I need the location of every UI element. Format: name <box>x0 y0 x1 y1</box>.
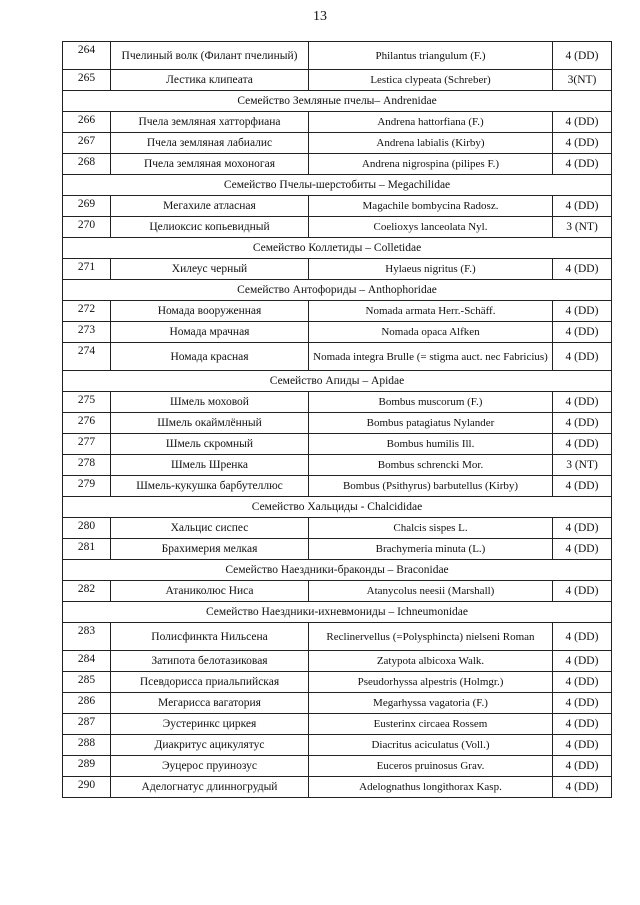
species-latin-name: Bombus muscorum (F.) <box>309 392 553 413</box>
conservation-status: 4 (DD) <box>553 623 612 651</box>
species-latin-name: Bombus patagiatus Nylander <box>309 413 553 434</box>
conservation-status: 3(NT) <box>553 70 612 91</box>
species-row <box>63 623 612 651</box>
species-number: 277 <box>63 434 111 455</box>
species-row <box>63 672 612 693</box>
species-number: 285 <box>63 672 111 693</box>
species-number: 264 <box>63 42 111 70</box>
species-latin-name: Diacritus aciculatus (Voll.) <box>309 735 553 756</box>
species-number: 284 <box>63 651 111 672</box>
conservation-status: 4 (DD) <box>553 259 612 280</box>
species-row <box>63 735 612 756</box>
species-russian-name: Лестика клипеата <box>111 70 309 91</box>
family-heading: Семейство Земляные пчелы– Andrenidae <box>63 91 612 112</box>
family-row <box>63 602 612 623</box>
family-heading: Семейство Апиды – Apidae <box>63 371 612 392</box>
species-row <box>63 392 612 413</box>
species-latin-name: Philantus triangulum (F.) <box>309 42 553 70</box>
species-latin-name: Andrena hattorfiana (F.) <box>309 112 553 133</box>
species-number: 268 <box>63 154 111 175</box>
conservation-status: 4 (DD) <box>553 651 612 672</box>
species-number: 269 <box>63 196 111 217</box>
conservation-status: 4 (DD) <box>553 735 612 756</box>
species-row <box>63 455 612 476</box>
family-heading: Семейство Антофориды – Anthophoridae <box>63 280 612 301</box>
species-row <box>63 322 612 343</box>
family-row <box>63 91 612 112</box>
species-latin-name: Adelognathus longithorax Kasp. <box>309 777 553 798</box>
species-russian-name: Псевдорисса приальпийская <box>111 672 309 693</box>
species-latin-name: Lestica clypeata (Schreber) <box>309 70 553 91</box>
species-row <box>63 581 612 602</box>
conservation-status: 4 (DD) <box>553 42 612 70</box>
conservation-status: 4 (DD) <box>553 301 612 322</box>
species-russian-name: Мегахиле атласная <box>111 196 309 217</box>
conservation-status: 4 (DD) <box>553 581 612 602</box>
species-latin-name: Eusterinx circaea Rossem <box>309 714 553 735</box>
species-row <box>63 217 612 238</box>
species-row <box>63 343 612 371</box>
conservation-status: 4 (DD) <box>553 434 612 455</box>
species-row <box>63 476 612 497</box>
species-russian-name: Шмель скромный <box>111 434 309 455</box>
species-latin-name: Coelioxys lanceolata Nyl. <box>309 217 553 238</box>
species-number: 280 <box>63 518 111 539</box>
conservation-status: 4 (DD) <box>553 322 612 343</box>
species-russian-name: Диакритус ацикулятус <box>111 735 309 756</box>
family-heading: Семейство Пчелы-шерстобиты – Megachilidae <box>63 175 612 196</box>
species-latin-name: Brachymeria minuta (L.) <box>309 539 553 560</box>
species-russian-name: Целиоксис копьевидный <box>111 217 309 238</box>
conservation-status: 4 (DD) <box>553 714 612 735</box>
conservation-status: 4 (DD) <box>553 413 612 434</box>
family-heading: Семейство Коллетиды – Colletidae <box>63 238 612 259</box>
species-number: 275 <box>63 392 111 413</box>
species-latin-name: Zatypota albicoxa Walk. <box>309 651 553 672</box>
family-heading: Семейство Хальциды - Chalcididae <box>63 497 612 518</box>
family-row <box>63 175 612 196</box>
species-row <box>63 714 612 735</box>
species-latin-name: Andrena labialis (Kirby) <box>309 133 553 154</box>
species-latin-name: Nomada armata Herr.-Schäff. <box>309 301 553 322</box>
species-number: 282 <box>63 581 111 602</box>
family-heading: Семейство Наездники-ихневмониды – Ichneumonidae <box>63 602 612 623</box>
species-table-body <box>63 42 612 798</box>
species-row <box>63 756 612 777</box>
species-latin-name: Euceros pruinosus Grav. <box>309 756 553 777</box>
species-latin-name: Chalcis sispes L. <box>309 518 553 539</box>
species-number: 276 <box>63 413 111 434</box>
conservation-status: 3 (NT) <box>553 217 612 238</box>
conservation-status: 4 (DD) <box>553 133 612 154</box>
species-russian-name: Брахимерия мелкая <box>111 539 309 560</box>
species-latin-name: Pseudorhyssa alpestris (Holmgr.) <box>309 672 553 693</box>
species-row <box>63 42 612 70</box>
species-latin-name: Atanycolus neesii (Marshall) <box>309 581 553 602</box>
species-number: 265 <box>63 70 111 91</box>
species-number: 274 <box>63 343 111 371</box>
species-russian-name: Шмель моховой <box>111 392 309 413</box>
species-russian-name: Пчелиный волк (Филант пчелиный) <box>111 42 309 70</box>
species-russian-name: Атаниколюс Ниса <box>111 581 309 602</box>
species-russian-name: Пчела земляная мохоногая <box>111 154 309 175</box>
conservation-status: 4 (DD) <box>553 756 612 777</box>
species-russian-name: Номада мрачная <box>111 322 309 343</box>
species-latin-name: Reclinervellus (=Polysphincta) nielseni Roman <box>309 623 553 651</box>
species-number: 271 <box>63 259 111 280</box>
species-number: 270 <box>63 217 111 238</box>
family-row <box>63 497 612 518</box>
conservation-status: 4 (DD) <box>553 476 612 497</box>
species-russian-name: Номада красная <box>111 343 309 371</box>
species-number: 283 <box>63 623 111 651</box>
species-row <box>63 651 612 672</box>
species-russian-name: Пчела земляная хатторфиана <box>111 112 309 133</box>
species-russian-name: Аделогнатус длинногрудый <box>111 777 309 798</box>
conservation-status: 4 (DD) <box>553 392 612 413</box>
species-latin-name: Bombus humilis Ill. <box>309 434 553 455</box>
species-row <box>63 196 612 217</box>
species-row <box>63 434 612 455</box>
conservation-status: 4 (DD) <box>553 112 612 133</box>
species-number: 288 <box>63 735 111 756</box>
species-latin-name: Magachile bombycina Radosz. <box>309 196 553 217</box>
species-number: 273 <box>63 322 111 343</box>
species-russian-name: Затипота белотазиковая <box>111 651 309 672</box>
species-russian-name: Шмель окаймлённый <box>111 413 309 434</box>
species-russian-name: Шмель-кукушка барбутеллюс <box>111 476 309 497</box>
species-russian-name: Эуцерос пруинозус <box>111 756 309 777</box>
species-latin-name: Andrena nigrospina (pilipes F.) <box>309 154 553 175</box>
species-number: 289 <box>63 756 111 777</box>
species-russian-name: Шмель Шренка <box>111 455 309 476</box>
species-number: 272 <box>63 301 111 322</box>
species-number: 286 <box>63 693 111 714</box>
species-russian-name: Полисфинкта Нильсена <box>111 623 309 651</box>
species-latin-name: Nomada opaca Alfken <box>309 322 553 343</box>
species-number: 266 <box>63 112 111 133</box>
family-row <box>63 560 612 581</box>
species-number: 267 <box>63 133 111 154</box>
species-latin-name: Nomada integra Brulle (= stigma auct. nec Fabricius) <box>309 343 553 371</box>
species-russian-name: Хальцис сиспес <box>111 518 309 539</box>
species-row <box>63 112 612 133</box>
conservation-status: 4 (DD) <box>553 196 612 217</box>
species-row <box>63 154 612 175</box>
conservation-status: 3 (NT) <box>553 455 612 476</box>
species-row <box>63 133 612 154</box>
species-row <box>63 413 612 434</box>
species-row <box>63 693 612 714</box>
conservation-status: 4 (DD) <box>553 693 612 714</box>
page-number: 13 <box>313 9 327 24</box>
species-table <box>62 41 612 798</box>
species-row <box>63 301 612 322</box>
species-russian-name: Номада вооруженная <box>111 301 309 322</box>
family-row <box>63 371 612 392</box>
species-row <box>63 70 612 91</box>
family-heading: Семейство Наездники-браконды – Braconidae <box>63 560 612 581</box>
conservation-status: 4 (DD) <box>553 154 612 175</box>
species-row <box>63 259 612 280</box>
species-number: 281 <box>63 539 111 560</box>
species-row <box>63 777 612 798</box>
conservation-status: 4 (DD) <box>553 539 612 560</box>
conservation-status: 4 (DD) <box>553 518 612 539</box>
species-number: 287 <box>63 714 111 735</box>
species-number: 290 <box>63 777 111 798</box>
species-latin-name: Megarhyssa vagatoria (F.) <box>309 693 553 714</box>
conservation-status: 4 (DD) <box>553 343 612 371</box>
species-russian-name: Хилеус черный <box>111 259 309 280</box>
conservation-status: 4 (DD) <box>553 777 612 798</box>
species-russian-name: Эустеринкс циркея <box>111 714 309 735</box>
species-russian-name: Пчела земляная лабиалис <box>111 133 309 154</box>
family-row <box>63 280 612 301</box>
species-latin-name: Hylaeus nigritus (F.) <box>309 259 553 280</box>
species-number: 279 <box>63 476 111 497</box>
family-row <box>63 238 612 259</box>
species-number: 278 <box>63 455 111 476</box>
species-latin-name: Bombus (Psithyrus) barbutellus (Kirby) <box>309 476 553 497</box>
species-row <box>63 518 612 539</box>
species-russian-name: Мегарисса вагатория <box>111 693 309 714</box>
species-latin-name: Bombus schrencki Mor. <box>309 455 553 476</box>
conservation-status: 4 (DD) <box>553 672 612 693</box>
species-row <box>63 539 612 560</box>
